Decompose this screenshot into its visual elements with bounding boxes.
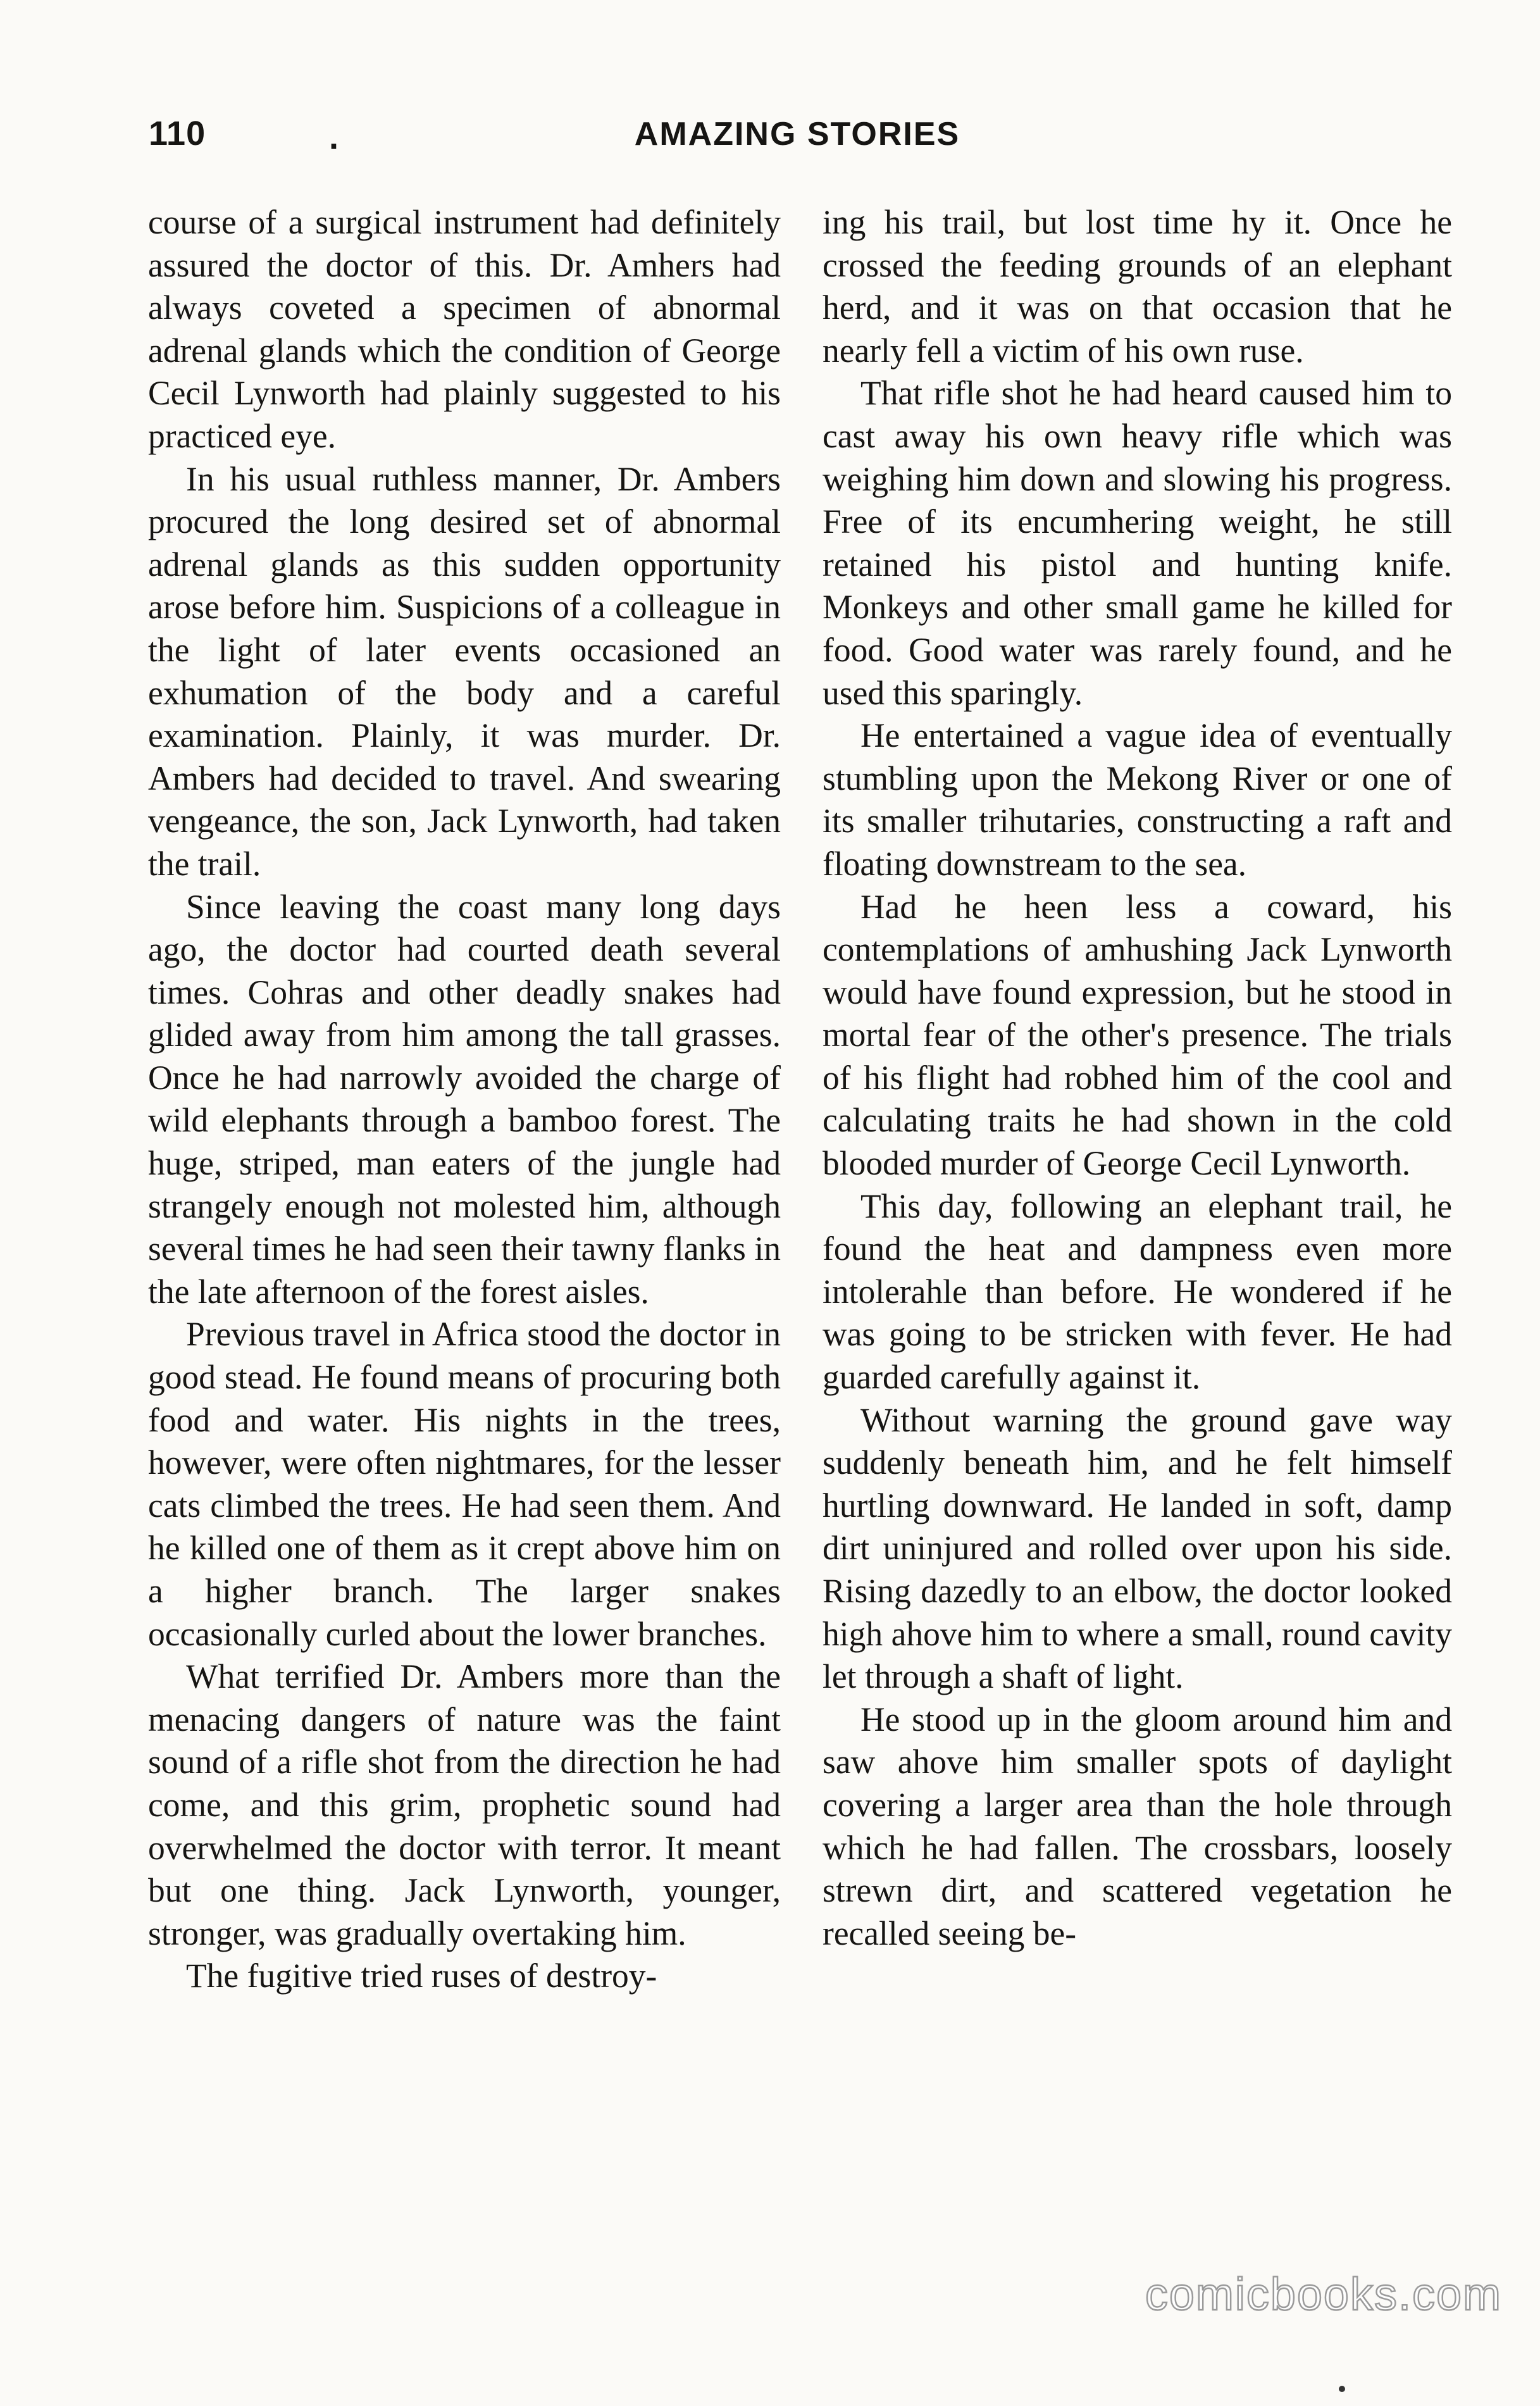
paragraph: Had he heen less a coward, his contemplations of amhushing Jack Lynworth would have found expression, but he stood in mortal fear of the other's presence. The trials of his flight had robhed him of the cool and calculating traits he had shown in the cold blooded murder of George Cecil Lynworth. [823, 887, 1452, 1183]
watermark-logo: comicbooks.com [1145, 2269, 1502, 2320]
paragraph: He entertained a vague idea of eventually stumbling upon the Mekong River or one of its smaller trihutaries, constructing a raft and floating downstream to the sea. [823, 716, 1452, 883]
paragraph: The fugitive tried ruses of destroy- [186, 1957, 657, 1995]
paragraph: What terrified Dr. Ambers more than the menacing dangers of nature was the faint sound of a rifle shot from the direction he had come, and this grim, prophetic sound had overwhelmed the doctor with terror. It meant but one thing. Jack Lynworth, younger, stronger, was gradually overtaking him. [148, 1657, 781, 1952]
paragraph: Without warning the ground gave way suddenly beneath him, and he felt himself hurtling downward. He landed in soft, damp dirt uninjured and rolled over upon his side. Rising dazedly to an elbow, the doctor looked high ahove him to where a small, round cavity let through a shaft of light. [823, 1400, 1452, 1696]
paragraph: course of a surgical instrument had definitely assured the doctor of this. Dr. Amhers had always coveted a specimen of abnormal adrenal glands which the condition of George Cecil Lynworth had plainly suggested to his practiced eye. [148, 203, 781, 455]
paragraph: Since leaving the coast many long days ago, the doctor had courted death several times. Cohras and other deadly snakes had glided away from him among the tall grasses. Once he had narrowly avoided the charge of wild elephants through a bamboo forest. The huge, striped, man eaters of the jungle had strangely enough not molested him, although several times he had seen their tawny flanks in the late afternoon of the forest aisles. [148, 887, 781, 1311]
running-head: AMAZING STORIES [634, 116, 960, 153]
header-dot: . [329, 118, 339, 156]
print-mark [1339, 2386, 1345, 2392]
paragraph: Previous travel in Africa stood the doctor in good stead. He found means of procuring both food and water. His nights in the trees, however, were often nightmares, for the lesser cats climbed the trees. He had seen them. And he killed one of them as it crept above him on a higher branch. The larger snakes occasionally curled about the lower branches. [148, 1315, 781, 1653]
paragraph: In his usual ruthless manner, Dr. Ambers procured the long desired set of abnormal adrenal glands as this sudden opportunity arose before him. Suspicions of a colleague in the light of later events occasioned an exhumation of the body and a careful examination. Plainly, it was murder. Dr. Ambers had decided to travel. And swearing vengeance, the son, Jack Lynworth, had taken the trail. [148, 459, 781, 883]
paragraph: That rifle shot he had heard caused him to cast away his own heavy rifle which was weighing him down and slowing his progress. Free of its encumhering weight, he still retained his pistol and hunting knife. Monkeys and other small game he killed for food. Good water was rarely found, and he used this sparingly. [823, 374, 1452, 712]
right-column [823, 201, 1452, 1955]
paragraph: He stood up in the gloom around him and saw ahove him smaller spots of daylight covering a larger area than the hole through which he had fallen. The crossbars, loosely strewn dirt, and scattered vegetation he recalled seeing be- [823, 1700, 1452, 1952]
page-header [149, 114, 1446, 171]
left-column [148, 201, 781, 1998]
paragraph: ing his trail, but lost time hy it. Once he crossed the feeding grounds of an elephant herd, and it was on that occasion that he nearly fell a victim of his own ruse. [823, 203, 1452, 370]
page-number: 110 [149, 115, 206, 153]
paragraph: This day, following an elephant trail, he found the heat and dampness even more intolerahle than before. He wondered if he was going to be stricken with fever. He had guarded carefully against it. [823, 1187, 1452, 1397]
